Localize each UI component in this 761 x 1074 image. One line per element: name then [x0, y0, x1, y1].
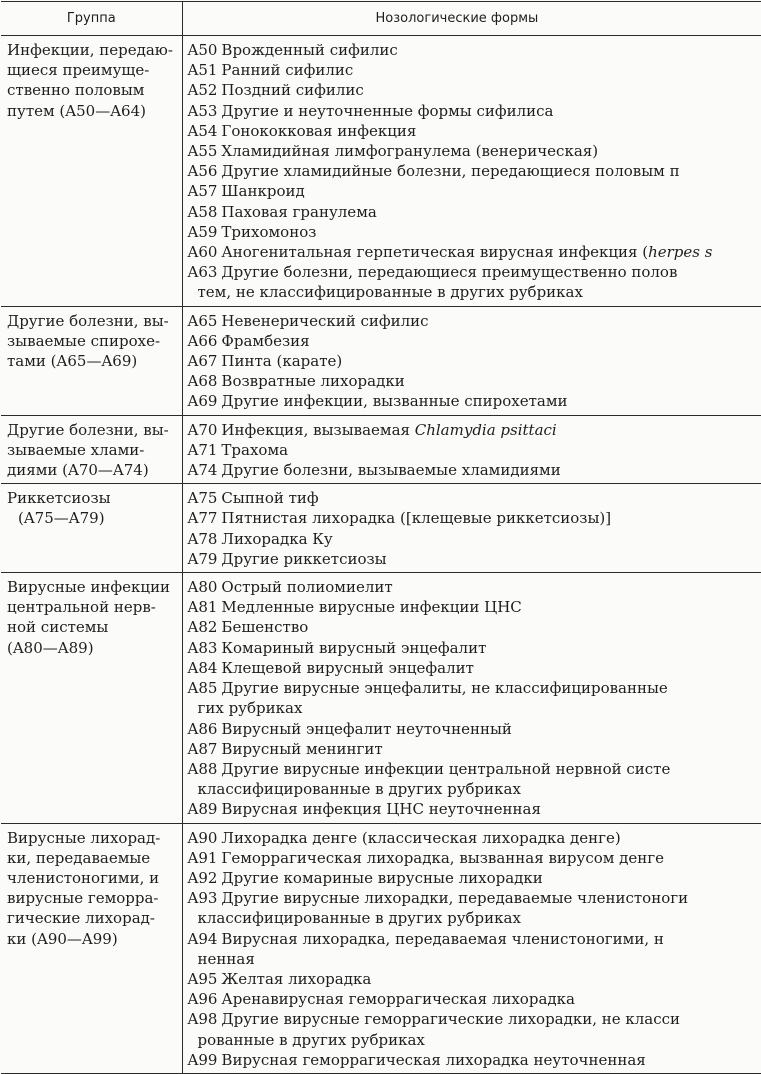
form-item	[188, 678, 761, 698]
form-item	[188, 351, 761, 371]
form-item	[188, 181, 761, 201]
form-item	[188, 759, 761, 779]
form-text: Паховая гранулема	[221, 203, 376, 221]
form-item	[188, 799, 761, 819]
group-line: Инфекции, передаю-	[7, 40, 179, 60]
form-text: Другие вирусные инфекции центральной нервной систе	[221, 760, 670, 778]
group-line: ной системы	[7, 617, 179, 637]
forms-cell	[182, 823, 761, 1073]
group-cell	[1, 573, 182, 823]
form-item	[188, 577, 761, 597]
form-item	[188, 488, 761, 508]
form-code: A95	[188, 970, 218, 988]
form-item	[188, 969, 761, 989]
group-line: диями (A70—A74)	[7, 460, 179, 480]
forms-cell	[182, 306, 761, 415]
form-text: Вирусный менингит	[221, 740, 382, 758]
form-code: A59	[188, 223, 218, 241]
table-header-row	[1, 2, 761, 36]
form-text: Другие болезни, передающиеся преимущественно полов	[221, 263, 677, 281]
form-code: A71	[188, 441, 218, 459]
form-code: A91	[188, 849, 218, 867]
form-code: A86	[188, 720, 218, 738]
group-line: путем (A50—A64)	[7, 101, 179, 121]
group-line: Вирусные лихорад-	[7, 828, 179, 848]
form-code: A90	[188, 829, 218, 847]
form-item	[188, 371, 761, 391]
form-item	[188, 101, 761, 121]
group-line: Другие болезни, вы-	[7, 311, 179, 331]
form-item	[188, 597, 761, 617]
group-line: ки (A90—A99)	[7, 929, 179, 949]
forms-cell	[182, 36, 761, 307]
form-code: A51	[188, 61, 218, 79]
form-item	[188, 420, 761, 440]
form-item	[188, 1050, 761, 1070]
form-text: Бешенство	[221, 618, 308, 636]
form-code: A56	[188, 162, 218, 180]
form-code: A80	[188, 578, 218, 596]
group-line: ки, передаваемые	[7, 848, 179, 868]
form-item	[188, 262, 761, 282]
form-code: A83	[188, 639, 218, 657]
form-text: Медленные вирусные инфекции ЦНС	[221, 598, 521, 616]
form-item-continuation: ненная	[188, 949, 761, 969]
form-text: Другие и неуточненные формы сифилиса	[221, 102, 553, 120]
table-row	[1, 484, 761, 573]
group-line: Риккетсиозы	[7, 488, 179, 508]
form-item-continuation: гих рубриках	[188, 698, 761, 718]
form-text: Другие вирусные энцефалиты, не классифицированные	[221, 679, 667, 697]
form-item	[188, 828, 761, 848]
nosology-table	[1, 1, 761, 1074]
table-row	[1, 36, 761, 307]
group-cell	[1, 823, 182, 1073]
form-code: A98	[188, 1010, 218, 1028]
form-item	[188, 80, 761, 100]
form-text: Фрамбезия	[221, 332, 309, 350]
form-item	[188, 868, 761, 888]
group-line: ственно половым	[7, 80, 179, 100]
form-code: A85	[188, 679, 218, 697]
form-code: A81	[188, 598, 218, 616]
form-text: Пятнистая лихорадка ([клещевые риккетсиозы)]	[221, 509, 611, 527]
table-row	[1, 415, 761, 484]
document-page	[0, 1, 680, 1056]
table-body	[1, 36, 761, 1074]
form-code: A93	[188, 889, 218, 907]
form-text: Другие комариные вирусные лихорадки	[221, 869, 542, 887]
form-code: A82	[188, 618, 218, 636]
form-item-continuation: тем, не классифицированные в других рубриках	[188, 282, 761, 302]
form-code: A99	[188, 1051, 218, 1069]
form-item	[188, 719, 761, 739]
group-cell	[1, 36, 182, 307]
group-line: Вирусные инфекции	[7, 577, 179, 597]
form-item	[188, 888, 761, 908]
form-text: Сыпной тиф	[221, 489, 318, 507]
form-text: Аногенитальная герпетическая вирусная инфекция (	[221, 243, 648, 261]
form-text: Гонококковая инфекция	[221, 122, 416, 140]
form-text: Врожденный сифилис	[221, 41, 397, 59]
form-item	[188, 161, 761, 181]
form-text: Лихорадка Ку	[221, 530, 332, 548]
form-code: A88	[188, 760, 218, 778]
form-text: Острый полиомиелит	[221, 578, 392, 596]
form-item	[188, 460, 761, 480]
table-row	[1, 306, 761, 415]
group-line: членистоногими, и	[7, 868, 179, 888]
form-latin-name: Chlamydia psittaci	[415, 421, 557, 439]
form-text: Аренавирусная геморрагическая лихорадка	[221, 990, 575, 1008]
table-row	[1, 823, 761, 1073]
form-item	[188, 929, 761, 949]
form-code: A84	[188, 659, 218, 677]
form-code: A92	[188, 869, 218, 887]
form-code: A89	[188, 800, 218, 818]
form-item	[188, 242, 761, 262]
form-code: A78	[188, 530, 218, 548]
form-code: A69	[188, 392, 218, 410]
form-code: A68	[188, 372, 218, 390]
group-line: зываемые спирохе-	[7, 331, 179, 351]
form-code: A87	[188, 740, 218, 758]
group-cell	[1, 484, 182, 573]
forms-cell	[182, 573, 761, 823]
form-item-continuation: рованные в других рубриках	[188, 1030, 761, 1050]
form-item	[188, 989, 761, 1009]
form-text: Шанкроид	[221, 182, 304, 200]
form-text: Вирусная лихорадка, передаваемая членистоногими, н	[221, 930, 663, 948]
form-latin-name: herpes s	[648, 243, 712, 261]
form-code: A66	[188, 332, 218, 350]
form-code: A74	[188, 461, 218, 479]
form-item	[188, 60, 761, 80]
form-code: A54	[188, 122, 218, 140]
form-item	[188, 638, 761, 658]
form-text: Ранний сифилис	[221, 61, 353, 79]
form-code: A50	[188, 41, 218, 59]
form-text: Вирусная инфекция ЦНС неуточненная	[221, 800, 541, 818]
form-code: A65	[188, 312, 218, 330]
group-line: гические лихорад-	[7, 908, 179, 928]
form-code: A63	[188, 263, 218, 281]
form-text: Другие хламидийные болезни, передающиеся половым п	[221, 162, 679, 180]
group-line: центральной нерв-	[7, 597, 179, 617]
group-cell	[1, 306, 182, 415]
form-text: Другие вирусные лихорадки, передаваемые членистоноги	[221, 889, 688, 907]
form-item	[188, 549, 761, 569]
form-item	[188, 311, 761, 331]
form-text: Возвратные лихорадки	[221, 372, 404, 390]
form-code: A77	[188, 509, 218, 527]
form-text: Лихорадка денге (классическая лихорадка денге)	[221, 829, 620, 847]
form-item	[188, 202, 761, 222]
form-code: A75	[188, 489, 218, 507]
forms-cell	[182, 484, 761, 573]
group-line: (A80—A89)	[7, 638, 179, 658]
form-item	[188, 40, 761, 60]
form-item	[188, 739, 761, 759]
form-text: Вирусный энцефалит неуточненный	[221, 720, 512, 738]
form-text: Пинта (карате)	[221, 352, 342, 370]
form-item	[188, 508, 761, 528]
form-text: Другие вирусные геморрагические лихорадки, не класси	[221, 1010, 680, 1028]
form-text: Трахома	[221, 441, 288, 459]
form-text: Клещевой вирусный энцефалит	[221, 659, 473, 677]
group-line: щиеся преимуще-	[7, 60, 179, 80]
forms-column-header: Нозологические формы	[182, 2, 761, 36]
form-code: A67	[188, 352, 218, 370]
form-item	[188, 440, 761, 460]
group-line: вирусные геморра-	[7, 888, 179, 908]
form-code: A53	[188, 102, 218, 120]
form-text: Вирусная геморрагическая лихорадка неуточненная	[221, 1051, 645, 1069]
form-item	[188, 331, 761, 351]
form-item-continuation: классифицированные в других рубриках	[188, 779, 761, 799]
form-text: Инфекция, вызываемая	[221, 421, 414, 439]
form-item	[188, 848, 761, 868]
group-line: зываемые хлами-	[7, 440, 179, 460]
group-cell	[1, 415, 182, 484]
form-text: Другие риккетсиозы	[221, 550, 386, 568]
form-text: Геморрагическая лихорадка, вызванная вирусом денге	[221, 849, 664, 867]
form-code: A58	[188, 203, 218, 221]
form-item	[188, 1009, 761, 1029]
form-text: Другие инфекции, вызванные спирохетами	[221, 392, 567, 410]
form-item	[188, 391, 761, 411]
table-row	[1, 573, 761, 823]
form-code: A79	[188, 550, 218, 568]
form-item-continuation: классифицированные в других рубриках	[188, 908, 761, 928]
form-code: A94	[188, 930, 218, 948]
form-text: Хламидийная лимфогранулема (венерическая)	[221, 142, 598, 160]
group-line: Другие болезни, вы-	[7, 420, 179, 440]
form-item	[188, 121, 761, 141]
form-text: Невенерический сифилис	[221, 312, 428, 330]
form-item	[188, 222, 761, 242]
form-item	[188, 529, 761, 549]
forms-cell	[182, 415, 761, 484]
group-line: (A75—A79)	[7, 508, 179, 528]
group-column-header: Группа	[1, 2, 182, 36]
form-text: Трихомоноз	[221, 223, 316, 241]
form-code: A57	[188, 182, 218, 200]
form-code: A96	[188, 990, 218, 1008]
form-text: Поздний сифилис	[221, 81, 363, 99]
form-text: Желтая лихорадка	[221, 970, 371, 988]
form-code: A70	[188, 421, 218, 439]
form-text: Другие болезни, вызываемые хламидиями	[221, 461, 560, 479]
group-line: тами (A65—A69)	[7, 351, 179, 371]
form-code: A52	[188, 81, 218, 99]
form-item	[188, 658, 761, 678]
form-code: A60	[188, 243, 218, 261]
form-text: Комариный вирусный энцефалит	[221, 639, 486, 657]
form-code: A55	[188, 142, 218, 160]
form-item	[188, 617, 761, 637]
form-item	[188, 141, 761, 161]
